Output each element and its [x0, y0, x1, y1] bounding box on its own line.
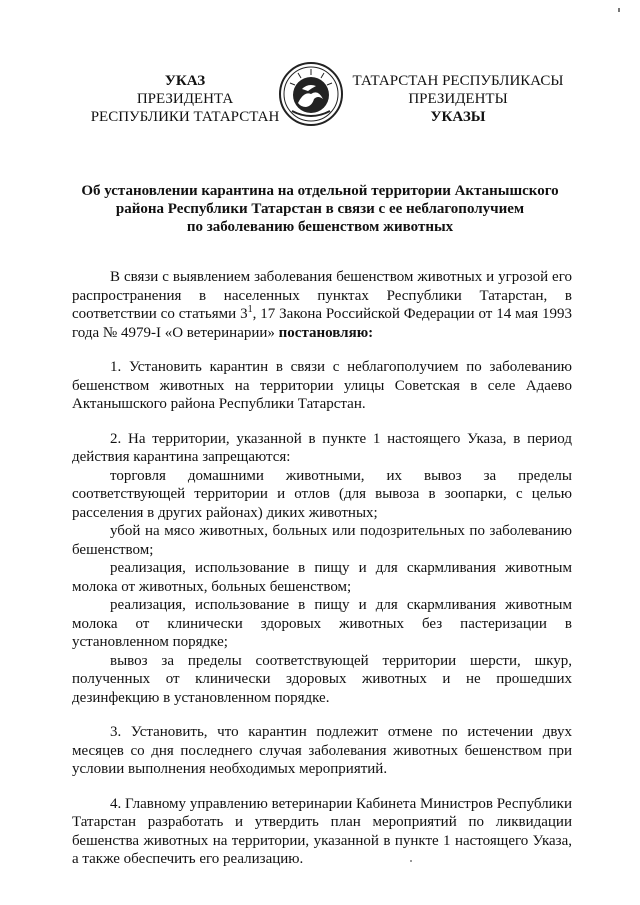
preamble-superscript: 1 — [247, 304, 253, 315]
decree-body — [72, 268, 572, 869]
header-right-line1: ТАТАРСТАН РЕСПУБЛИКАСЫ — [352, 73, 564, 89]
header-left-line3: РЕСПУБЛИКИ ТАТАРСТАН — [90, 109, 280, 125]
preamble-decree-word: постановляю: — [278, 324, 374, 341]
preamble-text-a: В связи с выявлением заболевания бешенством животных и угрозой его распространения в населенных пунктах Республики Татарстан, в соответствии со статьями 3 — [72, 269, 572, 322]
header-right-tatar — [328, 72, 588, 126]
item-2-ban-5: вывоз за пределы соответствующей территории шерсти, шкур, полученных от клинически здоровых животных и не прошедших дезинфекцию в установленном порядке. — [72, 652, 572, 706]
item-3: 3. Установить, что карантин подлежит отмене по истечении двух месяцев со дня последнего случая заболевания животных бешенством при условии выполнения необходимых мероприятий. — [72, 724, 572, 777]
header-left-line1: УКАЗ — [164, 73, 206, 89]
header-right-line2: ПРЕЗИДЕНТЫ — [408, 91, 508, 107]
item-2-intro: 2. На территории, указанной в пункте 1 настоящего Указа, в период действия карантина запрещаются: — [72, 430, 572, 465]
header-left-russian — [55, 72, 315, 126]
preamble-paragraph — [72, 268, 572, 342]
item-4: 4. Главному управлению ветеринарии Кабинета Министров Республики Татарстан разработать и утвердить план мероприятий по ликвидации бешенства животных на территории, указанной в пункте 1 настоящего Указа, а также обеспечить его реализацию. — [72, 795, 572, 867]
decree-title-line1: Об установлении карантина на отдельной территории Актанышского — [81, 183, 559, 199]
item-2-ban-2: убой на мясо животных, больных или подозрительных по заболеванию бешенством; — [72, 523, 572, 558]
preamble-text-b: , 17 Закона Российской Федерации от 14 мая 1993 года № 4979-I «О ветеринарии» — [72, 306, 572, 341]
decree-title-line3: по заболеванию бешенством животных — [186, 219, 454, 235]
item-2-ban-3: реализация, использование в пищу и для скармливания животным молока от животных, больных бешенством; — [72, 560, 572, 595]
decree-title — [60, 182, 580, 236]
item-2-ban-1: торговля домашними животными, их вывоз за пределы соответствующей территории и отлов (для вывоза в зоопарки, с целью расселения в других районах) диких животных; — [72, 467, 572, 521]
item-1: 1. Установить карантин в связи с неблагополучием по заболеванию бешенством животных на территории улицы Советская в селе Адаево Актанышского района Республики Татарстан. — [72, 359, 572, 412]
header-left-line2: ПРЕЗИДЕНТА — [136, 91, 234, 107]
scan-speck — [410, 860, 412, 862]
header-right-line3: УКАЗЫ — [430, 109, 486, 125]
decree-title-line2: района Республики Татарстан в связи с ее неблагополучием — [115, 201, 525, 217]
item-2-ban-4: реализация, использование в пищу и для скармливания животным молока от клинически здоровых животных без пастеризации в установленном порядке; — [72, 597, 572, 650]
scan-mark — [618, 8, 620, 12]
